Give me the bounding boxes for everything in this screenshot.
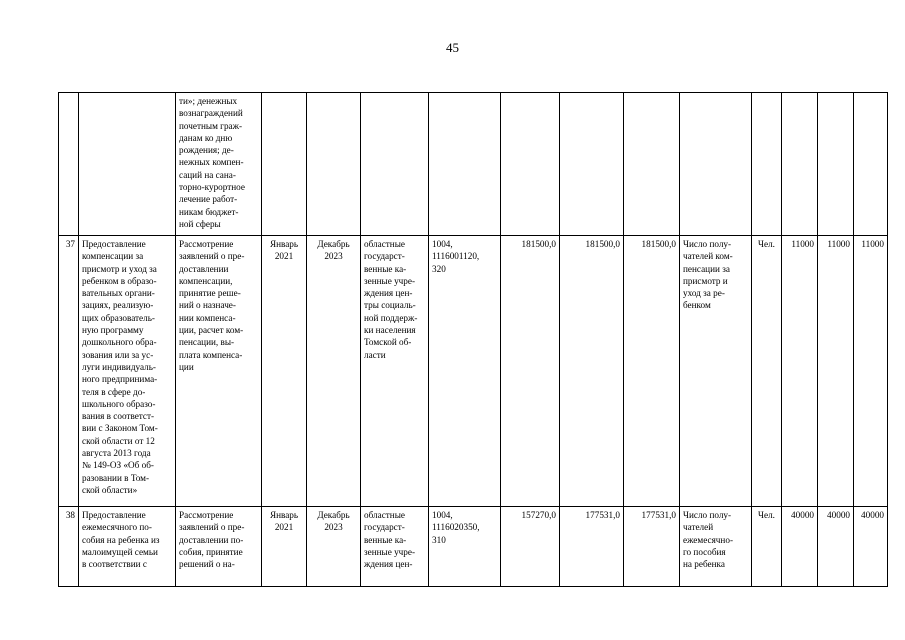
cell-indicator [680, 507, 752, 587]
cell-amount-2023 [624, 236, 680, 507]
cell-line: № 149-ОЗ «Об об- [82, 460, 154, 471]
cell-line: Декабрь [317, 239, 350, 249]
cell-end-date [307, 93, 361, 236]
cell-end-date [307, 507, 361, 587]
cell-text: Чел. [758, 510, 775, 520]
cell-start-date [262, 93, 307, 236]
cell-line: в соответствии с [82, 559, 147, 570]
cell-line: доставлении [179, 263, 229, 274]
cell-line: ской области» [82, 484, 138, 495]
cell-line: ласти [364, 349, 386, 360]
cell-text: 11000 [827, 239, 850, 249]
cell-line: теля в сфере до- [82, 386, 146, 397]
data-table [58, 92, 888, 587]
cell-line: дошкольного обра- [82, 337, 157, 348]
cell-line: вии с Законом Том- [82, 423, 158, 434]
cell-activity [176, 93, 262, 236]
cell-line: плата компенса- [179, 349, 243, 360]
cell-text: 177531,0 [585, 510, 620, 520]
cell-indicator-value-2023 [854, 93, 888, 236]
cell-line: вознаграждений [179, 108, 243, 119]
cell-amount-2022 [560, 236, 624, 507]
cell-text: 177531,0 [641, 510, 676, 520]
cell-number [59, 507, 79, 587]
cell-line: ции [179, 361, 194, 372]
table-row [59, 236, 888, 507]
cell-line: Число полу- [683, 510, 732, 520]
cell-executor [361, 93, 429, 236]
cell-line: 2021 [274, 522, 294, 533]
cell-line: ежемесячного по- [82, 522, 152, 533]
cell-budget-code [429, 93, 501, 236]
cell-indicator [680, 93, 752, 236]
cell-line: августа 2013 года [82, 448, 151, 459]
cell-line: 1116001120, [432, 251, 480, 262]
page-number: 45 [446, 40, 459, 55]
cell-indicator-value-2022 [818, 236, 854, 507]
cell-line: 310 [432, 534, 446, 545]
cell-line: ного предпринима- [82, 374, 158, 385]
cell-activity [176, 507, 262, 587]
cell-text: 181500,0 [521, 239, 556, 249]
cell-budget-code [429, 507, 501, 587]
cell-line: данам ко дню [179, 132, 233, 143]
cell-indicator-value-2021 [782, 93, 818, 236]
cell-indicator-value-2023 [854, 507, 888, 587]
cell-line: малоимущей семьи [82, 546, 158, 557]
cell-measure-name [79, 507, 176, 587]
cell-activity [176, 236, 262, 507]
cell-indicator-value-2022 [818, 93, 854, 236]
cell-text: 11000 [791, 239, 814, 249]
cell-amount-2021 [501, 236, 560, 507]
cell-line: на ребенка [683, 559, 725, 570]
cell-line: Рассмотрение [179, 510, 234, 520]
cell-executor [361, 236, 429, 507]
cell-line: ной сферы [179, 218, 221, 229]
cell-indicator-value-2023 [854, 236, 888, 507]
cell-line: заявлений о пре- [179, 251, 245, 262]
cell-text: 40000 [827, 510, 850, 520]
cell-line: ждения цен- [364, 559, 413, 570]
cell-line: 2023 [324, 522, 343, 533]
cell-line: ждения цен- [364, 288, 413, 299]
cell-line: венные ка- [364, 263, 407, 274]
cell-line: уход за ре- [683, 288, 725, 299]
cell-line: собия на ребенка из [82, 534, 160, 545]
cell-line: торно-курортное [179, 182, 245, 193]
cell-line: ний о назначе- [179, 300, 236, 311]
cell-line: ной поддерж- [364, 312, 418, 323]
cell-line: никам бюджет- [179, 206, 239, 217]
cell-line: Январь [269, 239, 299, 249]
cell-line: нии компенса- [179, 312, 236, 323]
table-body [59, 93, 888, 587]
cell-unit [752, 236, 782, 507]
cell-line: разовании в Том- [82, 472, 150, 483]
cell-line: венные ка- [364, 534, 407, 545]
cell-amount-2022 [560, 93, 624, 236]
table-row [59, 93, 888, 236]
cell-amount-2021 [501, 93, 560, 236]
cell-line: зенные учре- [364, 275, 416, 286]
cell-line: Томской об- [364, 337, 412, 348]
cell-line: 2021 [274, 251, 294, 262]
cell-text: 37 [65, 239, 75, 249]
cell-line: ребенком в образо- [82, 275, 157, 286]
cell-line: пенсации за [683, 263, 730, 274]
cell-line: областные [364, 239, 405, 249]
cell-line: ежемесячно- [683, 534, 733, 545]
cell-line: зациях, реализую- [82, 300, 154, 311]
cell-line: почетным граж- [179, 120, 243, 131]
cell-line: щих образователь- [82, 312, 155, 323]
cell-line: школьного образо- [82, 398, 156, 409]
cell-unit [752, 507, 782, 587]
cell-line: луги индивидуаль- [82, 361, 156, 372]
cell-line: заявлений о пре- [179, 522, 245, 533]
cell-line: зенные учре- [364, 546, 416, 557]
table-row [59, 507, 888, 587]
cell-line: ную программу [82, 325, 144, 336]
cell-start-date [262, 507, 307, 587]
cell-text: 40000 [861, 510, 884, 520]
cell-line: собия, принятие [179, 546, 243, 557]
cell-line: саций на сана- [179, 169, 236, 180]
cell-indicator-value-2021 [782, 236, 818, 507]
cell-line: присмотр и [683, 275, 728, 286]
cell-line: бенком [683, 300, 711, 311]
cell-line: лечение работ- [179, 194, 238, 205]
cell-line: 2023 [324, 251, 343, 262]
cell-line: чателей ком- [683, 251, 733, 262]
cell-number [59, 93, 79, 236]
cell-text: Чел. [758, 239, 775, 249]
cell-line: ской области от 12 [82, 435, 155, 446]
cell-unit [752, 93, 782, 236]
cell-line: ки населения [364, 325, 416, 336]
cell-amount-2022 [560, 507, 624, 587]
cell-line: решений о на- [179, 559, 235, 570]
cell-measure-name [79, 236, 176, 507]
cell-line: Декабрь [317, 510, 350, 520]
cell-line: Рассмотрение [179, 239, 234, 249]
cell-line: принятие реше- [179, 288, 241, 299]
cell-amount-2021 [501, 507, 560, 587]
cell-line: пенсации, вы- [179, 337, 235, 348]
cell-line: присмотр и уход за [82, 263, 157, 274]
cell-line: государст- [364, 251, 405, 262]
cell-line: государст- [364, 522, 405, 533]
cell-line: Предоставление [82, 510, 146, 520]
cell-line: чателей [683, 522, 714, 533]
cell-line: 1116020350, [432, 522, 480, 533]
cell-indicator-value-2022 [818, 507, 854, 587]
cell-executor [361, 507, 429, 587]
cell-line: рождения; де- [179, 145, 234, 156]
cell-start-date [262, 236, 307, 507]
cell-measure-name [79, 93, 176, 236]
cell-line: компенсации за [82, 251, 144, 262]
cell-text: 181500,0 [641, 239, 676, 249]
cell-line: го пособия [683, 546, 726, 557]
cell-line: тры социаль- [364, 300, 416, 311]
cell-line: доставлении по- [179, 534, 244, 545]
cell-line: областные [364, 510, 405, 520]
cell-line: Предоставление [82, 239, 146, 249]
cell-amount-2023 [624, 507, 680, 587]
cell-end-date [307, 236, 361, 507]
cell-line: ции, расчет ком- [179, 325, 244, 336]
cell-text: 181500,0 [585, 239, 620, 249]
cell-line: вания в соответст- [82, 411, 155, 422]
cell-amount-2023 [624, 93, 680, 236]
cell-line: 1004, [432, 239, 453, 249]
cell-text: 157270,0 [521, 510, 556, 520]
cell-line: компенсации, [179, 275, 233, 286]
cell-line: 1004, [432, 510, 453, 520]
cell-text: 38 [65, 510, 75, 520]
cell-indicator-value-2021 [782, 507, 818, 587]
cell-line: ти»; денежных [179, 96, 238, 106]
cell-indicator [680, 236, 752, 507]
cell-text: 11000 [861, 239, 884, 249]
cell-line: нежных компен- [179, 157, 244, 168]
cell-budget-code [429, 236, 501, 507]
cell-line: Число полу- [683, 239, 732, 249]
cell-line: Январь [269, 510, 299, 520]
cell-line: зования или за ус- [82, 349, 154, 360]
cell-text: 40000 [791, 510, 814, 520]
cell-line: вательных органи- [82, 288, 155, 299]
cell-number [59, 236, 79, 507]
cell-line: 320 [432, 263, 446, 274]
